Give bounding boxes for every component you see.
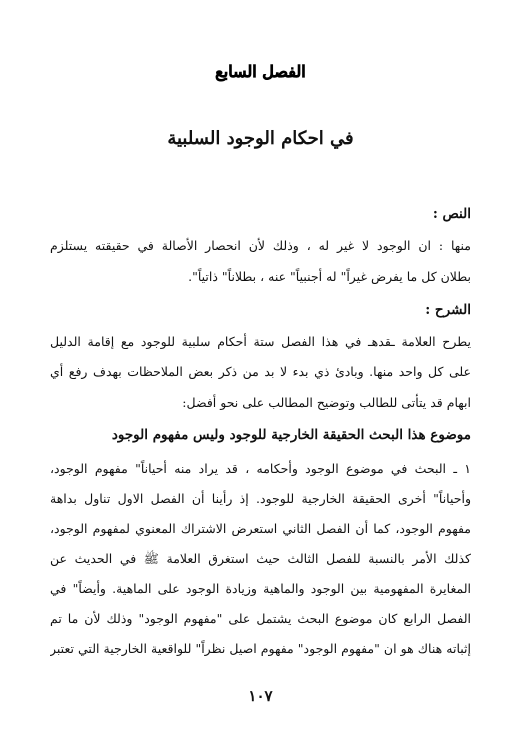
text-label: النص : [432,206,471,222]
commentary-line: يطرح العلامة ـقدهـ في هذا الفصل ستة أحكام سلبية للوجود مع إقامة الدليل [50,334,471,349]
page-number: ١٠٧ [248,687,273,705]
body-line: إثباته هناك هو ان "مفهوم الوجود" مفهوم اصيل نظراً" للواقعية الخارجية التي تعتبر [50,641,471,656]
body-line: كذلك الأمر بالنسبة للفصل الثالث حيث استغرق العلامة ﷺ في الحديث عن [50,551,471,566]
chapter-title: في احكام الوجود السلبية [167,128,354,149]
body-line: المغايرة المفهومية بين الوجود والماهية وزيادة الوجود على الماهية. وأيضاً" في [50,581,471,596]
section-heading: موضوع هذا البحث الحقيقة الخارجية للوجود وليس مفهوم الوجود [111,427,471,443]
chapter-heading: الفصل السابع [215,62,306,81]
body-line: الفصل الرابع كان موضوع البحث يشتمل على "مفهوم الوجود" وذلك لأن ما تم [50,611,471,626]
body-line: ١ ـ البحث في موضوع الوجود وأحكامه ، قد يراد منه أحياناً" مفهوم الوجود، [50,461,471,476]
commentary-line: على كل واحد منها. وبادئ ذي بدء لا بد من ذكر بعض الملاحظات بهدف رفع أي [50,364,471,379]
commentary-line: ابهام قد يتأتى للطالب وتوضيح المطالب على نحو أفضل: [182,395,471,410]
text-line: منها : ان الوجود لا غير له ، وذلك لأن انحصار الأصالة في حقيقته يستلزم [50,238,471,253]
commentary-label: الشرح : [425,302,471,318]
text-line: بطلان كل ما يفرض غيراً" له أجنبياً" عنه ، بطلاناً" ذاتياً". [188,269,471,284]
body-line: مفهوم الوجود، كما أن الفصل الثاني استعرض الاشتراك المعنوي لمفهوم الوجود، [50,521,471,536]
body-line: وأحياناً" أخرى الحقيقة الخارجية للوجود. إذ رأينا أن الفصل الاول تناول بداهة [50,491,471,506]
